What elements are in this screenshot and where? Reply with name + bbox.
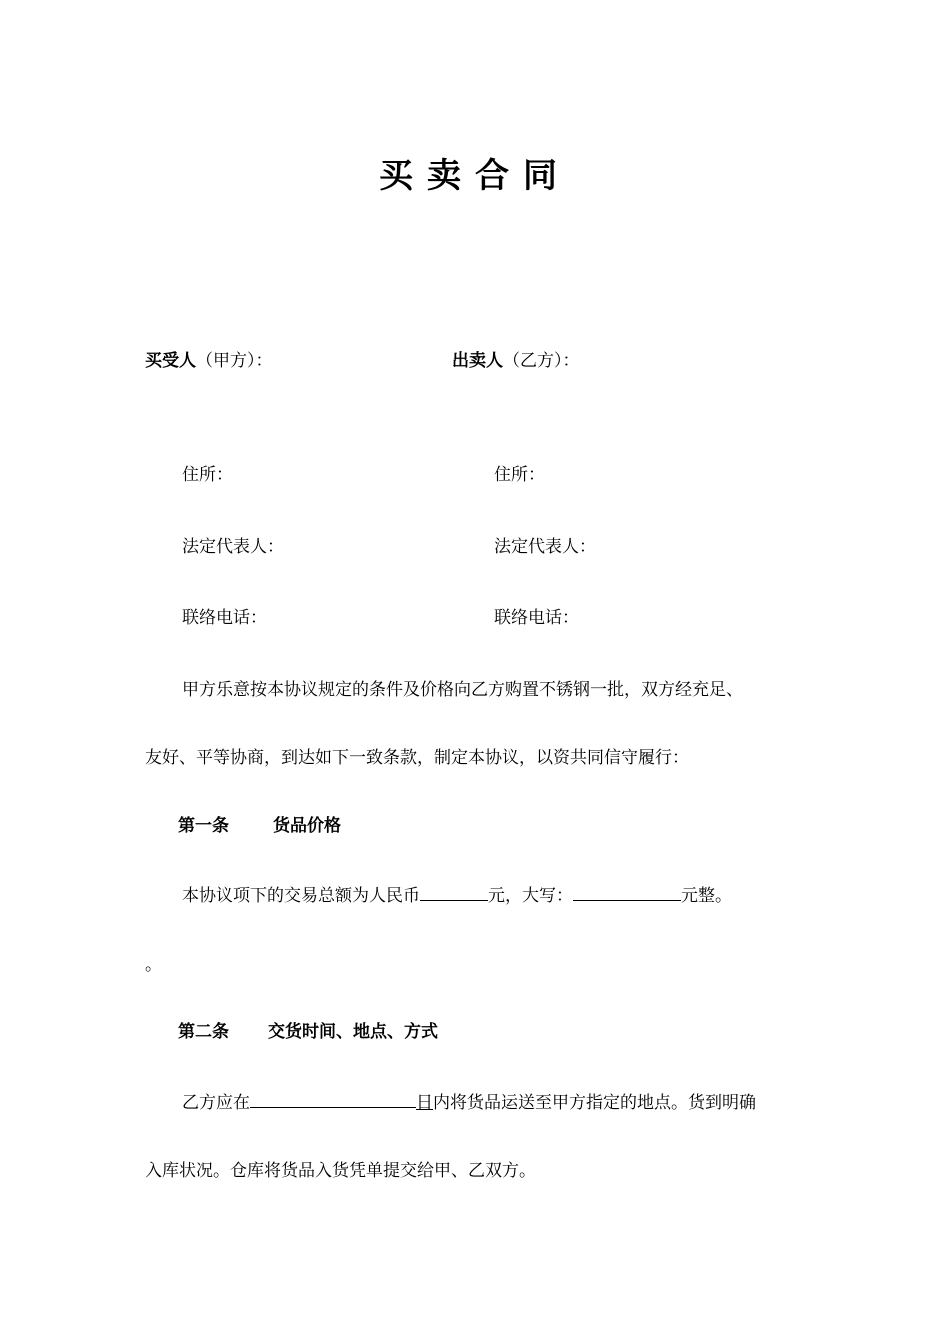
- seller-phone-label: 联络电话：: [494, 608, 579, 628]
- amount-blank: [420, 883, 488, 901]
- amount-in-words-blank: [573, 883, 681, 901]
- article2-text-b: 日: [416, 1093, 433, 1113]
- article1-text-a: 本协议项下的交易总额为人民币: [182, 886, 420, 906]
- delivery-days-blank: [250, 1090, 416, 1108]
- article2-text: [182, 1090, 756, 1116]
- document-title: 买卖合同: [379, 156, 571, 196]
- buyer-role: （甲方）：: [196, 351, 273, 371]
- article1-text-b: 元，大写：: [488, 886, 573, 906]
- seller-label: 出卖人: [452, 351, 503, 371]
- seller-legal-rep-label: 法定代表人：: [494, 537, 596, 557]
- article2-text-a: 乙方应在: [182, 1093, 250, 1113]
- seller-address-label: 住所：: [494, 465, 545, 485]
- buyer-legal-rep-label: 法定代表人：: [182, 537, 284, 557]
- article2-heading: 交货时间、地点、方式: [268, 1022, 438, 1042]
- intro-line-1: 甲方乐意按本协议规定的条件及价格向乙方购置不锈钢一批，双方经充足、: [182, 680, 743, 700]
- article2-text-c: 内将货品运送至甲方指定的地点。货到明确: [433, 1093, 756, 1113]
- article1-number: 第一条: [178, 816, 229, 836]
- article2-number: 第二条: [178, 1022, 229, 1042]
- article2-text-line-2: 入库状况。仓库将货品入货凭单提交给甲、乙双方。: [145, 1161, 536, 1181]
- seller-line: [452, 348, 580, 374]
- buyer-label: 买受人: [145, 351, 196, 371]
- intro-line-2: 友好、平等协商，到达如下一致条款，制定本协议，以资共同信守履行：: [145, 748, 689, 768]
- seller-role: （乙方）：: [503, 351, 580, 371]
- article1-heading: 货品价格: [273, 816, 341, 836]
- buyer-address-label: 住所：: [182, 465, 233, 485]
- article1-stray-period: 。: [145, 955, 162, 975]
- buyer-line: [145, 348, 273, 374]
- article1-text: [182, 883, 732, 909]
- article1-text-c: 元整。: [681, 886, 732, 906]
- buyer-phone-label: 联络电话：: [182, 608, 267, 628]
